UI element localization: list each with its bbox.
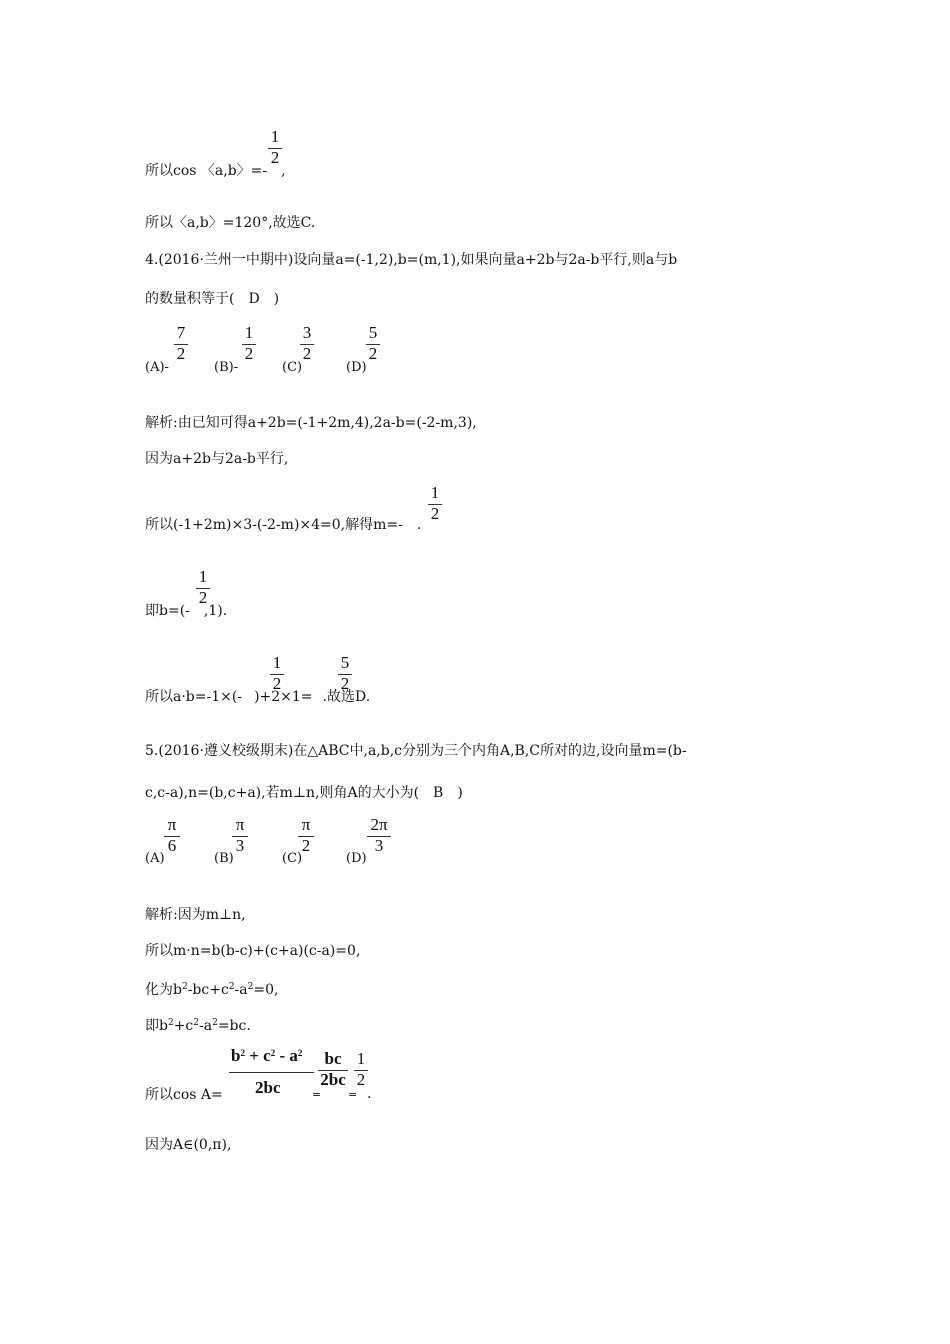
fraction-pi-3: π 3 xyxy=(232,816,248,855)
solution-text: 所以a·b=-1×(- )+2×1= .故选D. xyxy=(145,689,371,705)
option-c: (C) xyxy=(282,360,303,375)
fraction-pi-2: π 2 xyxy=(298,816,314,855)
cos-a-denominator: 2bc xyxy=(255,1078,281,1097)
option-c: (C) xyxy=(282,851,303,866)
fraction-bar xyxy=(229,1072,314,1073)
solution-text: 化为$b^2-bc+c^2-a^2=0$, xyxy=(145,982,279,998)
period: . xyxy=(367,1086,372,1102)
option-a: (A)- xyxy=(145,360,169,375)
fraction-5-2: 5 2 xyxy=(366,324,380,363)
question-5-text: c,c-a),n=(b,c+a),若m⊥n,则角A的大小为( B ) xyxy=(145,785,463,801)
text-line: 所以〈a,b〉=120°,故选C. xyxy=(145,215,316,231)
fraction-2pi-3: 2π 3 xyxy=(367,816,391,855)
option-b: (B)- xyxy=(214,360,239,375)
fraction-7-2: 7 2 xyxy=(174,324,188,363)
fraction-5-2: 5 2 xyxy=(338,654,352,693)
option-d: (D) xyxy=(346,851,367,866)
solution-text: 即b=(- ,1). xyxy=(145,603,228,619)
fraction-pi-6: π 6 xyxy=(164,816,180,855)
fraction-half: 1 2 xyxy=(270,654,284,693)
solution-text: 因为A∈(0,π), xyxy=(145,1137,232,1153)
option-d: (D) xyxy=(346,360,367,375)
fraction-1-2: 1 2 xyxy=(242,324,256,363)
question-4-text: 的数量积等于( D ) xyxy=(145,291,280,307)
solution-text: 因为a+2b与2a-b平行, xyxy=(145,451,289,467)
option-b: (B) xyxy=(214,851,234,866)
solution-text: 即$b^2+c^2-a^2=bc$. xyxy=(145,1018,251,1034)
fraction-half: 1 2 xyxy=(354,1050,368,1089)
text-line: 所以cos 〈a,b〉=- , xyxy=(145,163,286,179)
fraction-half: 1 2 xyxy=(428,484,442,523)
option-a: (A) xyxy=(145,851,165,866)
cos-a-numerator: $b^2 + c^2 - a^2$ xyxy=(231,1046,303,1065)
question-5-text: 5.(2016·遵义校级期末)在△ABC中,a,b,c分别为三个内角A,B,C所对的边,设向量m=(b- xyxy=(145,743,687,759)
equals-sign: = xyxy=(348,1088,358,1101)
solution-text: 所以m·n=b(b-c)+(c+a)(c-a)=0, xyxy=(145,943,361,959)
fraction-half: 1 2 xyxy=(268,128,282,167)
solution-text: 解析:由已知可得a+2b=(-1+2m,4),2a-b=(-2-m,3), xyxy=(145,415,477,431)
question-4-text: 4.(2016·兰州一中期中)设向量a=(-1,2),b=(m,1),如果向量a+2b与2a-b平行,则a与b xyxy=(145,252,678,268)
fraction-half: 1 2 xyxy=(196,568,210,607)
fraction-bc-2bc: bc 2bc xyxy=(318,1050,348,1089)
solution-text: 所以cos A= xyxy=(145,1087,223,1103)
fraction-3-2: 3 2 xyxy=(300,324,314,363)
equals-sign: = xyxy=(312,1088,322,1101)
solution-text: 解析:因为m⊥n, xyxy=(145,907,246,923)
solution-text: 所以(-1+2m)×3-(-2-m)×4=0,解得m=- . xyxy=(145,517,422,533)
